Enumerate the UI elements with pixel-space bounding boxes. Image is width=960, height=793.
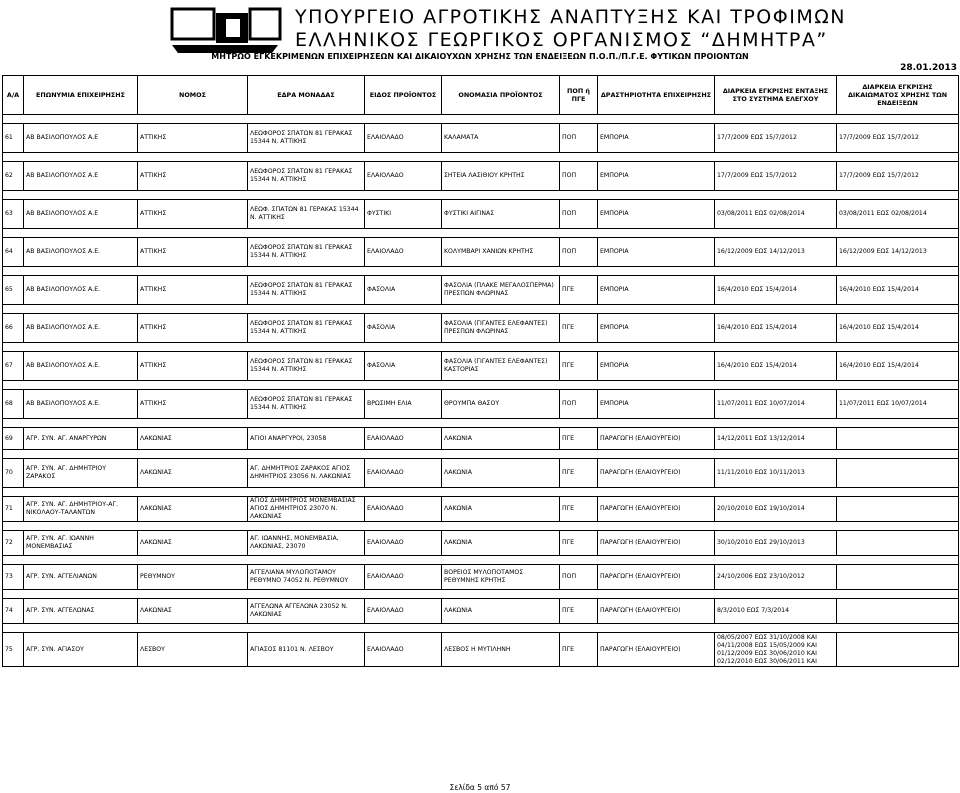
table-cell: 16/4/2010 ΕΩΣ 15/4/2014 (837, 314, 959, 343)
separator-cell (3, 419, 959, 428)
table-cell: ΕΛΑΙΟΛΑΔΟ (365, 497, 442, 522)
table-cell: ΠΑΡΑΓΩΓΗ (ΕΛΑΙΟΥΡΓΕΙΟ) (598, 459, 715, 488)
row-separator (3, 267, 959, 276)
table-cell: 17/7/2009 ΕΩΣ 15/7/2012 (837, 124, 959, 153)
table-cell: 62 (3, 162, 24, 191)
table-cell: ΑΤΤΙΚΗΣ (138, 124, 248, 153)
table-cell (837, 599, 959, 624)
table-cell: ΑΒ ΒΑΣΙΛΟΠΟΥΛΟΣ Α.Ε (24, 200, 138, 229)
table-cell: ΛΑΚΩΝΙΑΣ (138, 459, 248, 488)
table-cell: ΑΒ ΒΑΣΙΛΟΠΟΥΛΟΣ Α.Ε. (24, 238, 138, 267)
row-separator (3, 450, 959, 459)
table-cell: ΑΓΡ. ΣΥΝ. ΑΓ. ΔΗΜΗΤΡΙΟΥ-ΑΓ. ΝΙΚΟΛΑΟΥ-ΤΑΛΑΝΤΩΝ (24, 497, 138, 522)
table-cell: ΑΓΓΕΛΙΑΝΑ ΜΥΛΟΠΟΤΑΜΟΥ ΡΕΘΥΜΝΟ 74052 Ν. ΡΕΘΥΜΝΟΥ (248, 565, 365, 590)
table-cell (837, 531, 959, 556)
row-separator (3, 522, 959, 531)
table-cell: ΛΑΚΩΝΙΑ (442, 459, 560, 488)
column-header: ΟΝΟΜΑΣΙΑ ΠΡΟΪΟΝΤΟΣ (442, 76, 560, 115)
table-cell: ΑΤΤΙΚΗΣ (138, 314, 248, 343)
table-cell: 16/12/2009 ΕΩΣ 14/12/2013 (715, 238, 837, 267)
table-cell: ΛΑΚΩΝΙΑΣ (138, 497, 248, 522)
table-cell: 03/08/2011 ΕΩΣ 02/08/2014 (837, 200, 959, 229)
table-cell: ΑΓΡ. ΣΥΝ. ΑΓΓΕΛΩΝΑΣ (24, 599, 138, 624)
table-cell: ΦΑΣΟΛΙΑ (365, 314, 442, 343)
table-cell (837, 497, 959, 522)
table-cell: ΕΜΠΟΡΙΑ (598, 314, 715, 343)
report-date: 28.01.2013 (900, 63, 957, 73)
table-cell (837, 428, 959, 450)
table-cell (837, 633, 959, 667)
page-header (0, 0, 960, 75)
table-row (3, 531, 959, 556)
table-cell: ΑΓΡ. ΣΥΝ. ΑΓ. ΑΝΑΡΓΥΡΩΝ (24, 428, 138, 450)
table-row (3, 352, 959, 381)
table-cell: ΒΟΡΕΙΟΣ ΜΥΛΟΠΟΤΑΜΟΣ ΡΕΘΥΜΝΗΣ ΚΡΗΤΗΣ (442, 565, 560, 590)
table-cell: ΑΓΡ. ΣΥΝ. ΑΓ. ΙΩΑΝΝΗ ΜΟΝΕΜΒΑΣΙΑΣ (24, 531, 138, 556)
table-cell: ΦΑΣΟΛΙΑ (ΠΛΑΚΕ ΜΕΓΑΛΟΣΠΕΡΜΑ) ΠΡΕΣΠΩΝ ΦΛΩΡΙΝΑΣ (442, 276, 560, 305)
table-cell: 16/4/2010 ΕΩΣ 15/4/2014 (715, 352, 837, 381)
table-cell: 67 (3, 352, 24, 381)
table-cell: 68 (3, 390, 24, 419)
table-cell: ΛΕΩΦΟΡΟΣ ΣΠΑΤΩΝ 81 ΓΕΡΑΚΑΣ 15344 Ν. ΑΤΤΙΚΗΣ (248, 314, 365, 343)
table-cell: ΛΕΩΦΟΡΟΣ ΣΠΑΤΩΝ 81 ΓΕΡΑΚΑΣ 15344 Ν. ΑΤΤΙΚΗΣ (248, 124, 365, 153)
table-cell: ΑΤΤΙΚΗΣ (138, 238, 248, 267)
table-cell: 16/4/2010 ΕΩΣ 15/4/2014 (837, 276, 959, 305)
column-header: ΕΠΩΝΥΜΙΑ ΕΠΙΧΕΙΡΗΣΗΣ (24, 76, 138, 115)
separator-cell (3, 343, 959, 352)
table-cell: 03/08/2011 ΕΩΣ 02/08/2014 (715, 200, 837, 229)
table-cell: ΦΥΣΤΙΚΙ ΑΙΓΙΝΑΣ (442, 200, 560, 229)
table-cell: ΛΑΚΩΝΙΑ (442, 497, 560, 522)
table-cell: 69 (3, 428, 24, 450)
ministry-title: ΥΠΟΥΡΓΕΙΟ ΑΓΡΟΤΙΚΗΣ ΑΝΑΠΤΥΞΗΣ ΚΑΙ ΤΡΟΦΙΜΩΝ (295, 6, 846, 28)
table-cell: 30/10/2010 ΕΩΣ 29/10/2013 (715, 531, 837, 556)
table-cell: ΠΓΕ (560, 531, 598, 556)
table-cell: ΠΑΡΑΓΩΓΗ (ΕΛΑΙΟΥΡΓΕΙΟ) (598, 599, 715, 624)
separator-cell (3, 556, 959, 565)
table-cell: ΕΛΑΙΟΛΑΔΟ (365, 633, 442, 667)
table-cell: ΑΒ ΒΑΣΙΛΟΠΟΥΛΟΣ Α.Ε. (24, 314, 138, 343)
table-cell: ΑΓΡ. ΣΥΝ. ΑΓΙΑΣΟΥ (24, 633, 138, 667)
table-cell: ΕΜΠΟΡΙΑ (598, 238, 715, 267)
demeter-logo-icon (168, 5, 286, 55)
table-cell: ΑΓΓΕΛΩΝΑ ΑΓΓΕΛΩΝΑ 23052 Ν. ΛΑΚΩΝΙΑΣ (248, 599, 365, 624)
separator-cell (3, 488, 959, 497)
table-row (3, 459, 959, 488)
table-cell: ΣΗΤΕΙΑ ΛΑΣΙΘΙΟΥ ΚΡΗΤΗΣ (442, 162, 560, 191)
separator-cell (3, 624, 959, 633)
table-cell: ΑΓΡ. ΣΥΝ. ΑΓ. ΔΗΜΗΤΡΙΟΥ ΖΑΡΑΚΟΣ (24, 459, 138, 488)
table-cell: 17/7/2009 ΕΩΣ 15/7/2012 (715, 162, 837, 191)
table-cell: ΠΓΕ (560, 459, 598, 488)
table-cell: 75 (3, 633, 24, 667)
table-cell: 65 (3, 276, 24, 305)
row-separator (3, 191, 959, 200)
table-cell: ΑΓΙΟΣ ΔΗΜΗΤΡΙΟΣ ΜΟΝΕΜΒΑΣΙΑΣ ΑΓΙΟΣ ΔΗΜΗΤΡΙΟΣ 23070 Ν. ΛΑΚΩΝΙΑΣ (248, 497, 365, 522)
separator-cell (3, 267, 959, 276)
table-cell: ΕΜΠΟΡΙΑ (598, 162, 715, 191)
table-cell: 74 (3, 599, 24, 624)
registry-title: ΜΗΤΡΩΟ ΕΓΚΕΚΡΙΜΕΝΩΝ ΕΠΙΧΕΙΡΗΣΕΩΝ ΚΑΙ ΔΙΚΑΙΟΥΧΩΝ ΧΡΗΣΗΣ ΤΩΝ ΕΝΔΕΙΞΕΩΝ Π.Ο.Π./Π.Γ.Ε. ΦΥΤΙΚΩΝ ΠΡΟΙΟΝΤΩΝ (211, 52, 749, 61)
table-cell: ΠΟΠ (560, 238, 598, 267)
table-cell: 17/7/2009 ΕΩΣ 15/7/2012 (837, 162, 959, 191)
table-row (3, 124, 959, 153)
column-header: ΕΔΡΑ ΜΟΝΑΔΑΣ (248, 76, 365, 115)
table-cell: ΑΒ ΒΑΣΙΛΟΠΟΥΛΟΣ Α.Ε (24, 124, 138, 153)
table-cell: ΡΕΘΥΜΝΟΥ (138, 565, 248, 590)
table-cell: 24/10/2006 ΕΩΣ 23/10/2012 (715, 565, 837, 590)
table-row (3, 314, 959, 343)
table-cell: ΚΟΛΥΜΒΑΡΙ ΧΑΝΙΩΝ ΚΡΗΤΗΣ (442, 238, 560, 267)
table-cell: ΑΤΤΙΚΗΣ (138, 390, 248, 419)
table-cell: 8/3/2010 ΕΩΣ 7/3/2014 (715, 599, 837, 624)
table-cell: 16/12/2009 ΕΩΣ 14/12/2013 (837, 238, 959, 267)
table-cell: ΑΤΤΙΚΗΣ (138, 162, 248, 191)
table-row (3, 162, 959, 191)
table-cell: 11/07/2011 ΕΩΣ 10/07/2014 (715, 390, 837, 419)
separator-cell (3, 305, 959, 314)
table-cell: ΕΜΠΟΡΙΑ (598, 390, 715, 419)
table-cell: ΦΥΣΤΙΚΙ (365, 200, 442, 229)
table-cell: ΛΑΚΩΝΙΑ (442, 428, 560, 450)
row-separator (3, 488, 959, 497)
column-header: ΔΡΑΣΤΗΡΙΟΤΗΤΑ ΕΠΙΧΕΙΡΗΣΗΣ (598, 76, 715, 115)
table-cell: ΑΒ ΒΑΣΙΛΟΠΟΥΛΟΣ Α.Ε. (24, 352, 138, 381)
table-cell: ΕΜΠΟΡΙΑ (598, 276, 715, 305)
table-cell: ΛΕΩΦ. ΣΠΑΤΩΝ 81 ΓΕΡΑΚΑΣ 15344 Ν. ΑΤΤΙΚΗΣ (248, 200, 365, 229)
table-cell: ΦΑΣΟΛΙΑ (ΓΙΓΑΝΤΕΣ ΕΛΕΦΑΝΤΕΣ) ΠΡΕΣΠΩΝ ΦΛΩΡΙΝΑΣ (442, 314, 560, 343)
table-cell: 16/4/2010 ΕΩΣ 15/4/2014 (715, 314, 837, 343)
table-cell: ΛΑΚΩΝΙΑΣ (138, 428, 248, 450)
table-cell: ΑΤΤΙΚΗΣ (138, 352, 248, 381)
table-cell: ΠΑΡΑΓΩΓΗ (ΕΛΑΙΟΥΡΓΕΙΟ) (598, 633, 715, 667)
table-cell: ΑΒ ΒΑΣΙΛΟΠΟΥΛΟΣ Α.Ε. (24, 390, 138, 419)
table-cell: ΠΓΕ (560, 352, 598, 381)
table-cell: ΛΕΩΦΟΡΟΣ ΣΠΑΤΩΝ 81 ΓΕΡΑΚΑΣ 15344 Ν. ΑΤΤΙΚΗΣ (248, 390, 365, 419)
table-cell: ΑΤΤΙΚΗΣ (138, 200, 248, 229)
table-cell: ΕΛΑΙΟΛΑΔΟ (365, 238, 442, 267)
table-row (3, 565, 959, 590)
row-separator (3, 305, 959, 314)
table-cell: 64 (3, 238, 24, 267)
table-cell: 63 (3, 200, 24, 229)
table-cell: ΛΕΣΒΟΥ (138, 633, 248, 667)
table-row (3, 599, 959, 624)
table-cell: ΕΜΠΟΡΙΑ (598, 352, 715, 381)
separator-cell (3, 590, 959, 599)
table-cell: ΦΑΣΟΛΙΑ (365, 352, 442, 381)
page-footer: Σελίδα 5 από 57 (449, 783, 511, 792)
table-cell: ΠΟΠ (560, 565, 598, 590)
table-row (3, 276, 959, 305)
table-cell: 11/11/2010 ΕΩΣ 10/11/2013 (715, 459, 837, 488)
column-header: ΝΟΜΟΣ (138, 76, 248, 115)
table-cell: ΠΓΕ (560, 599, 598, 624)
table-row (3, 428, 959, 450)
column-header: ΕΙΔΟΣ ΠΡΟΪΟΝΤΟΣ (365, 76, 442, 115)
table-cell: 08/05/2007 ΕΩΣ 31/10/2008 ΚΑΙ 04/11/2008 ΕΩΣ 15/05/2009 ΚΑΙ 01/12/2009 ΕΩΣ 30/06/2010 ΚΑΙ 02/12/2010 ΕΩΣ 30/06/2011 ΚΑΙ (715, 633, 837, 667)
table-cell: ΒΡΩΣΙΜΗ ΕΛΙΑ (365, 390, 442, 419)
separator-cell (3, 229, 959, 238)
table-header-row (3, 76, 959, 115)
table-cell: ΦΑΣΟΛΙΑ (365, 276, 442, 305)
table-cell: ΠΑΡΑΓΩΓΗ (ΕΛΑΙΟΥΡΓΕΙΟ) (598, 428, 715, 450)
table-cell: ΛΑΚΩΝΙΑΣ (138, 599, 248, 624)
table-cell: ΑΤΤΙΚΗΣ (138, 276, 248, 305)
table-cell: ΠΓΕ (560, 633, 598, 667)
table-cell: ΠΓΕ (560, 314, 598, 343)
table-cell: ΠΓΕ (560, 497, 598, 522)
table-cell: ΕΛΑΙΟΛΑΔΟ (365, 565, 442, 590)
table-cell: ΠΑΡΑΓΩΓΗ (ΕΛΑΙΟΥΡΓΕΙΟ) (598, 531, 715, 556)
table-cell: 66 (3, 314, 24, 343)
column-header: ΔΙΑΡΚΕΙΑ ΕΓΚΡΙΣΗΣ ΕΝΤΑΞΗΣ ΣΤΟ ΣΥΣΤΗΜΑ ΕΛΕΓΧΟΥ (715, 76, 837, 115)
row-separator (3, 590, 959, 599)
table-cell: 14/12/2011 ΕΩΣ 13/12/2014 (715, 428, 837, 450)
column-header: ΠΟΠ ή ΠΓΕ (560, 76, 598, 115)
table-cell: 20/10/2010 ΕΩΣ 19/10/2014 (715, 497, 837, 522)
table-cell: ΛΕΩΦΟΡΟΣ ΣΠΑΤΩΝ 81 ΓΕΡΑΚΑΣ 15344 Ν. ΑΤΤΙΚΗΣ (248, 162, 365, 191)
table-cell: ΕΛΑΙΟΛΑΔΟ (365, 162, 442, 191)
table-cell: ΛΕΣΒΟΣ Η ΜΥΤΙΛΗΝΗ (442, 633, 560, 667)
table-cell: ΑΒ ΒΑΣΙΛΟΠΟΥΛΟΣ Α.Ε. (24, 276, 138, 305)
table-cell: ΕΜΠΟΡΙΑ (598, 124, 715, 153)
table-cell: ΛΕΩΦΟΡΟΣ ΣΠΑΤΩΝ 81 ΓΕΡΑΚΑΣ 15344 Ν. ΑΤΤΙΚΗΣ (248, 352, 365, 381)
table-cell: 70 (3, 459, 24, 488)
separator-cell (3, 115, 959, 124)
table-cell: 16/4/2010 ΕΩΣ 15/4/2014 (837, 352, 959, 381)
table-cell: ΠΟΠ (560, 124, 598, 153)
separator-cell (3, 522, 959, 531)
table-cell: ΦΑΣΟΛΙΑ (ΓΙΓΑΝΤΕΣ ΕΛΕΦΑΝΤΕΣ) ΚΑΣΤΟΡΙΑΣ (442, 352, 560, 381)
table-cell: ΘΡΟΥΜΠΑ ΘΑΣΟΥ (442, 390, 560, 419)
table-cell: ΛΕΩΦΟΡΟΣ ΣΠΑΤΩΝ 81 ΓΕΡΑΚΑΣ 15344 Ν. ΑΤΤΙΚΗΣ (248, 276, 365, 305)
table-cell: ΕΛΑΙΟΛΑΔΟ (365, 599, 442, 624)
table-cell: ΠΑΡΑΓΩΓΗ (ΕΛΑΙΟΥΡΓΕΙΟ) (598, 565, 715, 590)
table-cell: ΑΒ ΒΑΣΙΛΟΠΟΥΛΟΣ Α.Ε (24, 162, 138, 191)
table-cell: ΕΛΑΙΟΛΑΔΟ (365, 531, 442, 556)
table-cell: ΑΓΙΟΙ ΑΝΑΡΓΥΡΟΙ, 23058 (248, 428, 365, 450)
table-cell: ΠΟΠ (560, 200, 598, 229)
table-cell: ΛΕΩΦΟΡΟΣ ΣΠΑΤΩΝ 81 ΓΕΡΑΚΑΣ 15344 Ν. ΑΤΤΙΚΗΣ (248, 238, 365, 267)
separator-cell (3, 381, 959, 390)
row-separator (3, 624, 959, 633)
registry-table (2, 75, 959, 667)
table-cell: ΠΑΡΑΓΩΓΗ (ΕΛΑΙΟΥΡΓΕΙΟ) (598, 497, 715, 522)
column-header: ΔΙΑΡΚΕΙΑ ΕΓΚΡΙΣΗΣ ΔΙΚΑΙΩΜΑΤΟΣ ΧΡΗΣΗΣ ΤΩΝ ΕΝΔΕΙΞΕΩΝ (837, 76, 959, 115)
table-cell: ΑΓ. ΙΩΑΝΝΗΣ, ΜΟΝΕΜΒΑΣΙΑ, ΛΑΚΩΝΙΑΣ, 23070 (248, 531, 365, 556)
separator-cell (3, 191, 959, 200)
table-cell: ΛΑΚΩΝΙΑ (442, 531, 560, 556)
table-cell: 11/07/2011 ΕΩΣ 10/07/2014 (837, 390, 959, 419)
table-cell: ΑΓΡ. ΣΥΝ. ΑΓΓΕΛΙΑΝΩΝ (24, 565, 138, 590)
table-cell: ΠΓΕ (560, 276, 598, 305)
column-header: Α/Α (3, 76, 24, 115)
table-cell: ΑΓΙΑΣΟΣ 81101 Ν. ΛΕΣΒΟΥ (248, 633, 365, 667)
table-row (3, 497, 959, 522)
table-row (3, 633, 959, 667)
separator-cell (3, 153, 959, 162)
table-cell: 72 (3, 531, 24, 556)
table-cell: ΕΜΠΟΡΙΑ (598, 200, 715, 229)
table-row (3, 200, 959, 229)
table-row (3, 390, 959, 419)
row-separator (3, 381, 959, 390)
table-cell (837, 459, 959, 488)
table-cell: ΛΑΚΩΝΙΑΣ (138, 531, 248, 556)
table-cell: ΚΑΛΑΜΑΤΑ (442, 124, 560, 153)
row-separator (3, 419, 959, 428)
row-separator (3, 556, 959, 565)
table-cell: 61 (3, 124, 24, 153)
row-separator (3, 229, 959, 238)
table-row (3, 238, 959, 267)
organization-title: ΕΛΛΗΝΙΚΟΣ ΓΕΩΡΓΙΚΟΣ ΟΡΓΑΝΙΣΜΟΣ “ΔΗΜΗΤΡΑ” (295, 29, 828, 51)
table-cell: ΠΓΕ (560, 428, 598, 450)
table-cell: 16/4/2010 ΕΩΣ 15/4/2014 (715, 276, 837, 305)
table-cell: ΕΛΑΙΟΛΑΔΟ (365, 124, 442, 153)
table-cell: ΕΛΑΙΟΛΑΔΟ (365, 428, 442, 450)
table-cell: ΠΟΠ (560, 390, 598, 419)
table-cell: ΕΛΑΙΟΛΑΔΟ (365, 459, 442, 488)
table-cell: 71 (3, 497, 24, 522)
table-cell: ΑΓ. ΔΗΜΗΤΡΙΟΣ ΖΑΡΑΚΟΣ ΑΓΙΟΣ ΔΗΜΗΤΡΙΟΣ 23056 Ν. ΛΑΚΩΝΙΑΣ (248, 459, 365, 488)
table-cell (837, 565, 959, 590)
row-separator (3, 343, 959, 352)
table-cell: ΛΑΚΩΝΙΑ (442, 599, 560, 624)
table-cell: ΠΟΠ (560, 162, 598, 191)
row-separator (3, 115, 959, 124)
table-cell: 17/7/2009 ΕΩΣ 15/7/2012 (715, 124, 837, 153)
row-separator (3, 153, 959, 162)
separator-cell (3, 450, 959, 459)
table-cell: 73 (3, 565, 24, 590)
